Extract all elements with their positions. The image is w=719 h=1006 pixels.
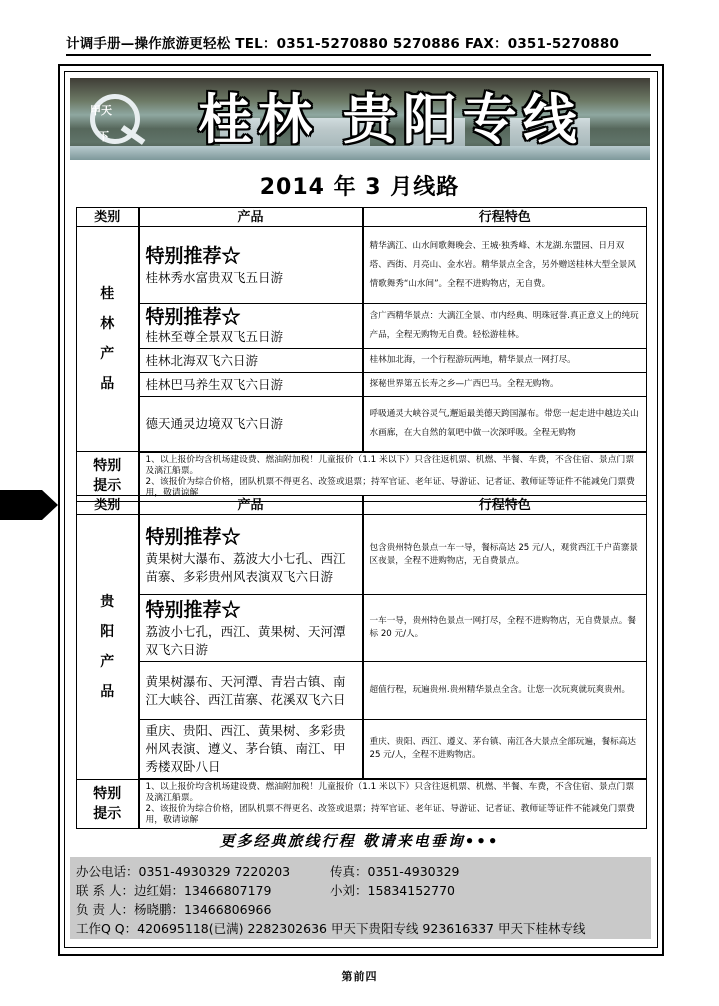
features-cell: 探秘世界第五长寿之乡—广西巴马。全程无购物。 [363,373,647,397]
manager-contact: 负 责 人：杨晓鹏：13466806966 [76,902,272,917]
product-name: 德天通灵边境双飞六日游 [145,415,284,431]
header-contact-line: 计调手册—操作旅游更轻松 TEL：0351-5270880 5270886 FAX：0351-5270880 [66,34,651,56]
product-name: 桂林至尊全景双飞五日游 [145,329,284,344]
product-name: 荔波小七孔，西江、黄果树、天河潭双飞六日游 [145,624,346,657]
product-cell [139,662,363,720]
logo-text-top: 甲天 [90,104,112,117]
product-name: 重庆、贵阳、西江、黄果树、多彩贵州风表演、遵义、茅台镇、南江、甲秀楼双卧八日 [145,723,346,774]
features-cell: 呼吸通灵大峡谷灵气,邂逅最美德天跨国瀑布。带您一起走进中越边关山水画廊，在大自然的氧吧中做一次深呼吸。全程无购物 [363,397,647,452]
recommend-label: 特别推荐☆ [145,599,241,621]
product-cell [139,373,363,397]
note-line: 1、以上报价均含机场建设费、燃油附加税！儿童报价（1.1 米以下）只含往返机票、机燃、半餐、车费，不含住宿、景点门票及漓江船票。 [145,454,635,476]
note-line: 2、该报价为综合价格，团队机票不得更名、改签或退票；持军官证、老年证、导游证、记者证、教师证等证件不能减免门票费用，敬请谅解 [145,804,635,825]
special-note-text [139,452,647,502]
header-features: 行程特色 [363,208,647,227]
contact-box [70,857,651,939]
recommend-label: 特别推荐☆ [145,245,241,267]
page-footer: 第前四 [341,970,378,983]
product-name: 黄果树大瀑布、荔波大小七孔、西江苗寨、多彩贵州风表演双飞六日游 [145,550,346,584]
product-name: 桂林北海双飞六日游 [145,352,259,368]
features-cell: 一车一导，贵州特色景点一网打尽，全程不进购物店，无自费景点。餐标 20 元/人。 [363,595,647,662]
product-cell [139,349,363,373]
guiyang-table [76,495,647,829]
category-guiyang: 贵 阳 产 品 [77,515,139,780]
fax-number: 传真：0351-4930329 [330,864,460,879]
features-cell: 桂林加北海，一个行程游玩两地，精华景点一网打尽。 [363,349,647,373]
banner [70,78,650,160]
contact-person: 联 系 人：边红娟：13466807179 [76,883,272,898]
product-cell [139,227,363,304]
features-cell: 重庆、贵阳、西江、遵义、茅台镇、南江各大景点全部玩遍，餐标高达 25 元/人，全程不进购物店。 [363,720,647,780]
special-note-label: 特别 提示 [77,452,139,502]
note-line: 1、以上报价均含机场建设费、燃油附加税！儿童报价（1.1 米以下）只含往返机票、机燃、半餐、车费，不含住宿、景点门票及漓江船票。 [145,782,635,803]
header-category: 类别 [77,496,139,515]
special-note-label: 特别 提示 [77,779,139,829]
office-phone: 办公电话：0351-4930329 7220203 [76,864,291,879]
header-features: 行程特色 [363,496,647,515]
product-name: 黄果树瀑布、天河潭、青岩古镇、南江大峡谷、西江苗寨、花溪双飞六日 [145,673,346,707]
features-cell: 包含贵州特色景点一车一导，餐标高达 25 元/人，观赏西江千户苗寨景区夜景，全程不进购物店，无自费景点。 [363,515,647,595]
work-qq: 工作Q Q：420695118(已满) 2282302636 甲天下贵阳专线 923616337 甲天下桂林专线 [76,921,586,936]
product-cell [139,595,363,662]
contact-xiao-liu: 小刘：15834152770 [330,883,455,898]
product-cell [139,304,363,349]
header-category: 类别 [77,208,139,227]
special-note-text [139,779,647,829]
recommend-label: 特别推荐☆ [145,306,241,328]
banner-title: 桂林 贵阳专线 [198,87,583,151]
features-cell: 含广西精华景点：大漓江全景、市内经典、明珠冠誉.真正意义上的纯玩产品，全程无购物无自费。轻松游桂林。 [363,304,647,349]
header-product: 产品 [139,496,363,515]
arrow-marker-icon [0,490,58,520]
slogan: 更多经典旅线行程 敬请来电垂询••• [219,832,500,850]
page-subtitle: 2014 年 3 月线路 [259,175,460,200]
features-cell: 超值行程，玩遍贵州.贵州精华景点全含。让您一次玩爽就玩爽贵州。 [363,662,647,720]
logo-text-bottom: 下 [98,130,109,143]
features-cell: 精华漓江、山水间歌舞晚会、王城·独秀峰、木龙湖.东盟园、日月双塔、西街、月亮山、金水岩。精华景点全含，另外赠送桂林大型全景风情歌舞秀“山水间”。全程不进购物店，无自费。 [363,227,647,304]
category-guilin: 桂 林 产 品 [77,227,139,452]
note-line: 2、该报价为综合价格，团队机票不得更名、改签或退票；持军官证、老年证、导游证、记者证、教师证等证件不能减免门票费用，敬请谅解 [145,476,635,498]
product-cell [139,515,363,595]
recommend-label: 特别推荐☆ [145,525,241,548]
product-cell [139,397,363,452]
product-cell [139,720,363,780]
guilin-table [76,207,647,502]
product-name: 桂林巴马养生双飞六日游 [145,376,284,392]
product-name: 桂林秀水富贵双飞五日游 [145,270,284,285]
header-product: 产品 [139,208,363,227]
company-logo [84,88,146,150]
